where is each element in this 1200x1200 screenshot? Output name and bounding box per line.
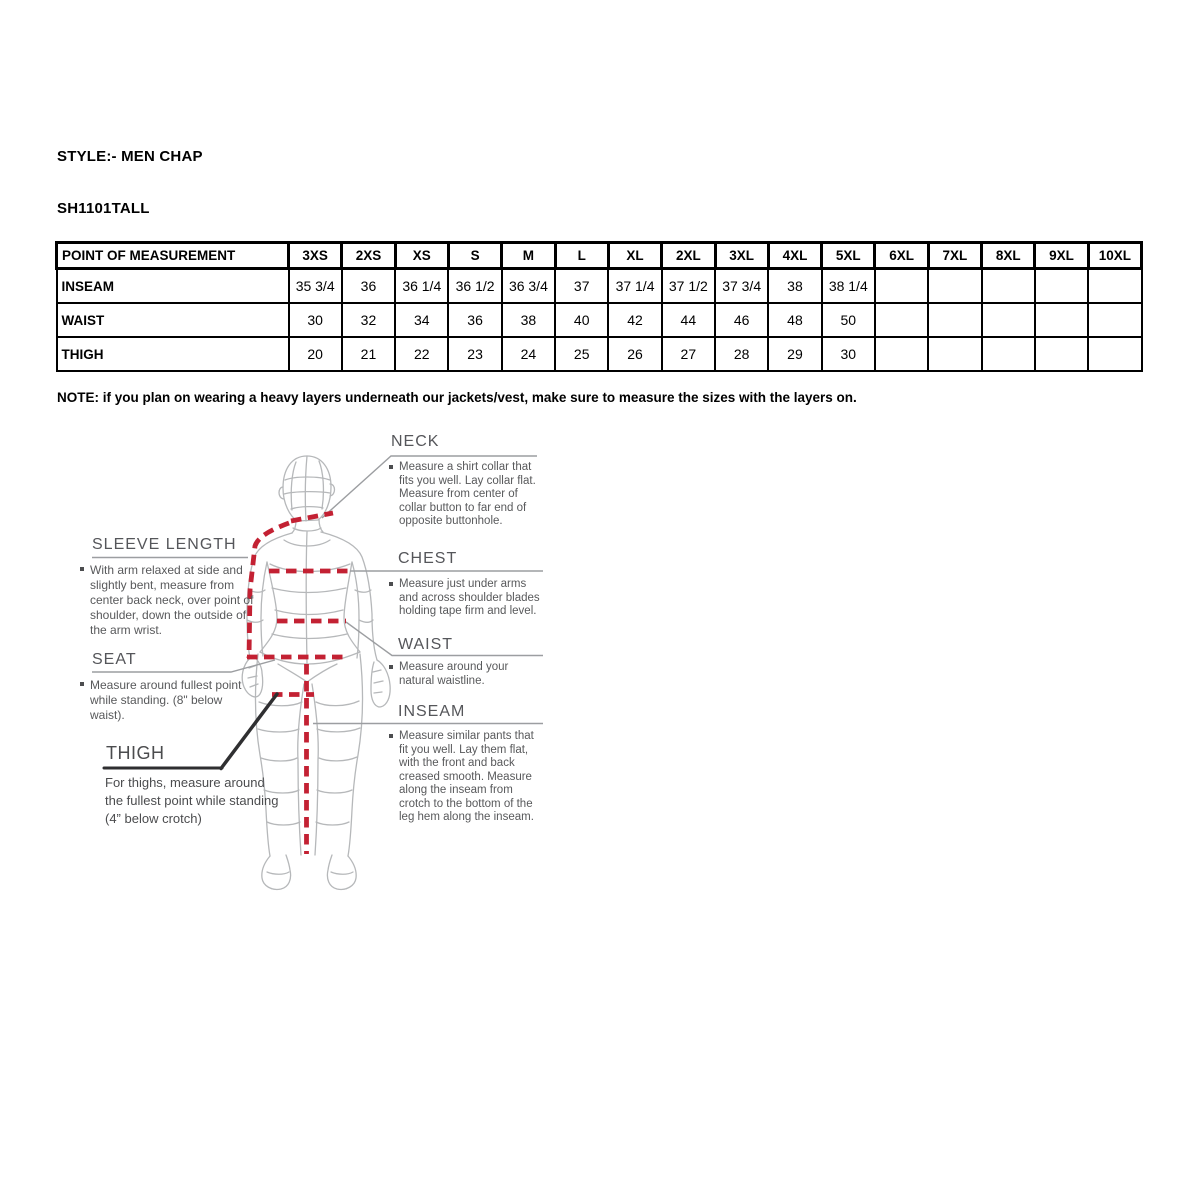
inseam-cell: 37 3/4 xyxy=(715,269,768,304)
inseam-cell xyxy=(1088,269,1141,304)
square-bullet-icon xyxy=(389,665,393,669)
thigh-cell: 22 xyxy=(395,337,448,371)
sleeve-length-label: SLEEVE LENGTH xyxy=(92,536,237,553)
col-header-7xl: 7XL xyxy=(928,243,981,269)
chest-description-text: Measure just under arms and across shoulder blades holding tape firm and level. xyxy=(399,578,540,617)
table-row-inseam xyxy=(57,269,1142,304)
thigh-cell: 30 xyxy=(822,337,875,371)
waist-cell: 48 xyxy=(768,303,821,337)
inseam-cell xyxy=(928,269,981,304)
inseam-description-text: Measure similar pants that fit you well. Lay them flat, with the front and back creased smooth. Measure along the inseam from crotch to the bottom of the leg hem along the inseam. xyxy=(399,730,534,823)
sleeve-length-description-text: With arm relaxed at side and slightly bent, measure from center back neck, over point of shoulder, down the outside of the arm wrist. xyxy=(90,563,254,637)
col-header-m: M xyxy=(502,243,555,269)
thigh-cell: 26 xyxy=(608,337,661,371)
waist-description xyxy=(389,661,539,688)
col-header-point-of-measurement: POINT OF MEASUREMENT xyxy=(57,243,289,269)
col-header-10xl: 10XL xyxy=(1088,243,1141,269)
col-header-2xs: 2XS xyxy=(342,243,395,269)
waist-description-text: Measure around your natural waistline. xyxy=(399,661,509,687)
table-row-waist xyxy=(57,303,1142,337)
inseam-cell: 36 1/2 xyxy=(448,269,501,304)
inseam-cell: 36 xyxy=(342,269,395,304)
col-header-8xl: 8XL xyxy=(982,243,1035,269)
square-bullet-icon xyxy=(389,582,393,586)
thigh-cell xyxy=(928,337,981,371)
square-bullet-icon xyxy=(389,465,393,469)
table-row-thigh xyxy=(57,337,1142,371)
waist-cell: 44 xyxy=(662,303,715,337)
inseam-cell: 37 1/4 xyxy=(608,269,661,304)
row-label-thigh: THIGH xyxy=(57,337,289,371)
inseam-description xyxy=(389,730,544,825)
inseam-cell: 37 xyxy=(555,269,608,304)
square-bullet-icon xyxy=(389,734,393,738)
row-label-inseam: INSEAM xyxy=(57,269,289,304)
col-header-2xl: 2XL xyxy=(662,243,715,269)
waist-cell: 38 xyxy=(502,303,555,337)
waist-cell: 40 xyxy=(555,303,608,337)
inseam-cell: 38 xyxy=(768,269,821,304)
inseam-cell: 36 1/4 xyxy=(395,269,448,304)
thigh-cell: 20 xyxy=(289,337,342,371)
thigh-cell: 23 xyxy=(448,337,501,371)
thigh-cell: 27 xyxy=(662,337,715,371)
waist-cell: 36 xyxy=(448,303,501,337)
chest-label: CHEST xyxy=(398,550,458,567)
neck-description-text: Measure a shirt collar that fits you well. Lay collar flat. Measure from center of collar button to far end of opposite buttonhole. xyxy=(399,461,536,527)
thigh-cell: 29 xyxy=(768,337,821,371)
col-header-9xl: 9XL xyxy=(1035,243,1088,269)
thigh-cell: 21 xyxy=(342,337,395,371)
col-header-5xl: 5XL xyxy=(822,243,875,269)
model-number: SH1101TALL xyxy=(57,200,150,217)
thigh-cell: 24 xyxy=(502,337,555,371)
waist-label: WAIST xyxy=(398,636,454,653)
col-header-4xl: 4XL xyxy=(768,243,821,269)
col-header-3xl: 3XL xyxy=(715,243,768,269)
thigh-cell xyxy=(1088,337,1141,371)
square-bullet-icon xyxy=(80,567,84,571)
neck-measure-line xyxy=(291,513,333,521)
col-header-xl: XL xyxy=(608,243,661,269)
waist-cell: 30 xyxy=(289,303,342,337)
thigh-description xyxy=(105,774,285,828)
waist-cell: 32 xyxy=(342,303,395,337)
thigh-cell xyxy=(1035,337,1088,371)
sleeve-length-description xyxy=(80,563,265,638)
neck-description xyxy=(389,461,541,529)
seat-description xyxy=(80,678,255,723)
waist-cell xyxy=(1035,303,1088,337)
waist-cell: 42 xyxy=(608,303,661,337)
waist-cell xyxy=(1088,303,1141,337)
waist-cell xyxy=(928,303,981,337)
inseam-cell: 38 1/4 xyxy=(822,269,875,304)
thigh-cell xyxy=(875,337,928,371)
waist-cell: 46 xyxy=(715,303,768,337)
col-header-3xs: 3XS xyxy=(289,243,342,269)
size-measurement-table xyxy=(55,241,1143,372)
waist-cell: 50 xyxy=(822,303,875,337)
inseam-label: INSEAM xyxy=(398,703,466,720)
waist-cell: 34 xyxy=(395,303,448,337)
inseam-cell: 37 1/2 xyxy=(662,269,715,304)
col-header-s: S xyxy=(448,243,501,269)
seat-description-text: Measure around fullest point while standing. (8" below waist). xyxy=(90,678,242,722)
note-text: NOTE: if you plan on wearing a heavy layers underneath our jackets/vest, make sure to measure the sizes with the layers on. xyxy=(57,390,857,405)
waist-cell xyxy=(875,303,928,337)
inseam-cell xyxy=(982,269,1035,304)
col-header-xs: XS xyxy=(395,243,448,269)
thigh-cell xyxy=(982,337,1035,371)
thigh-cell: 28 xyxy=(715,337,768,371)
thigh-cell: 25 xyxy=(555,337,608,371)
square-bullet-icon xyxy=(80,682,84,686)
thigh-description-text: For thighs, measure around the fullest point while standing (4” below crotch) xyxy=(105,775,279,826)
col-header-l: L xyxy=(555,243,608,269)
chest-description xyxy=(389,578,547,619)
neck-label: NECK xyxy=(391,433,440,450)
seat-label: SEAT xyxy=(92,651,137,668)
thigh-label: THIGH xyxy=(106,743,165,763)
style-title: STYLE:- MEN CHAP xyxy=(57,148,203,165)
waist-cell xyxy=(982,303,1035,337)
inseam-cell: 35 3/4 xyxy=(289,269,342,304)
col-header-6xl: 6XL xyxy=(875,243,928,269)
row-label-waist: WAIST xyxy=(57,303,289,337)
table-header-row xyxy=(57,243,1142,269)
inseam-cell: 36 3/4 xyxy=(502,269,555,304)
inseam-cell xyxy=(1035,269,1088,304)
inseam-cell xyxy=(875,269,928,304)
